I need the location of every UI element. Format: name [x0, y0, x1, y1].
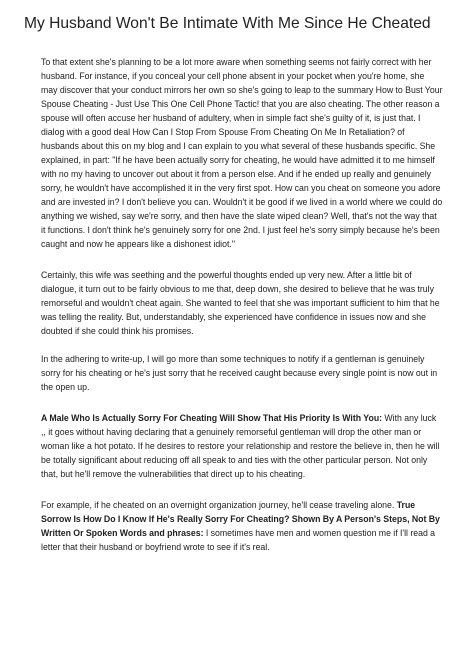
paragraph-3	[41, 352, 443, 394]
paragraph-text: With any luck ,, it goes without having declaring that a genuinely remorseful gentleman will drop the other man or woman like a hot potato. If he desires to restore your relationship and restore the believe in, then he will be totally significant about reducing off all speak to and ties with the other particular person. Not only that, but he'll remove the vulnerabilities that direct up to his cheating.	[41, 413, 440, 479]
paragraph-5	[41, 498, 443, 554]
article-body	[41, 55, 443, 571]
section-heading: A Male Who Is Actually Sorry For Cheating Will Show That His Priority Is With You:	[41, 413, 383, 423]
paragraph-text: Certainly, this wife was seething and the powerful thoughts ended up very new. After a little bit of dialogue, it turn out to be fairly obvious to me that, deep down, she desired to believe that he was truly remorseful and wouldn't cheat again. She wanted to feel that she was important sufficient to him that he was telling the reality. But, understandably, she experienced have confidence in issues now and she doubted if she could think his promises.	[41, 270, 440, 336]
paragraph-text: To that extent she's planning to be a lot more aware when something seems not fairly correct with her husband. For instance, if you conceal your cell phone absent in your pocket when you're home, she may discover that your conduct mirrors her own so she's going to leap to the summary How to Bust Your Spouse Cheating - Just Use This One Cell Phone Tactic! that you are also cheating. The other reason a spouse will often accuse her husband of adultery, when in simple fact she's guilty of it, is just that. I dialog with a good deal How Can I Stop From Spouse From Cheating On Me In Retaliation? of husbands about this on my blog and I can explain to you what several of these husbands specific. She explained, in part: "If he have been actually sorry for cheating, he would have admitted it to me himself with no my having to uncover out about it from a person else. And if he ended up really and genuinely sorry, he wouldn't have accomplished it in the very first spot. How can you cheat on someone you adore and are invested in? I don't believe you can. Wouldn't it be good if we lived in a world where we could do anything we wished, say we're sorry, and then have the slate wiped clean? Well, that's not the way that it functions. I don't think he's genuinely sorry for one 2nd. I just feel he's sorry simply because he's been caught and now he appears like a dishonest idiot."	[41, 57, 443, 249]
paragraph-text: In the adhering to write-up, I will go more than some techniques to notify if a gentleman is genuinely sorry for his cheating or he's just sorry that he received caught because every single point is now out in the open up.	[41, 354, 438, 392]
paragraph-lead-text: For example, if he cheated on an overnight organization journey, he'll cease traveling alone.	[41, 500, 397, 510]
section-heading: True Sorrow Is How Do I Know If He's Really Sorry For Cheating? Shown By A Person's Steps, Not By Written Or Spoken Words and phrases:	[41, 500, 440, 538]
page-title: My Husband Won't Be Intimate With Me Since He Cheated	[24, 15, 431, 32]
paragraph-4	[41, 411, 443, 481]
paragraph-2	[41, 268, 443, 338]
paragraph-text: I sometimes have men and women question me if I'll read a letter that their husband or boyfriend wrote to see if it's real.	[41, 528, 436, 552]
paragraph-1	[41, 55, 443, 251]
